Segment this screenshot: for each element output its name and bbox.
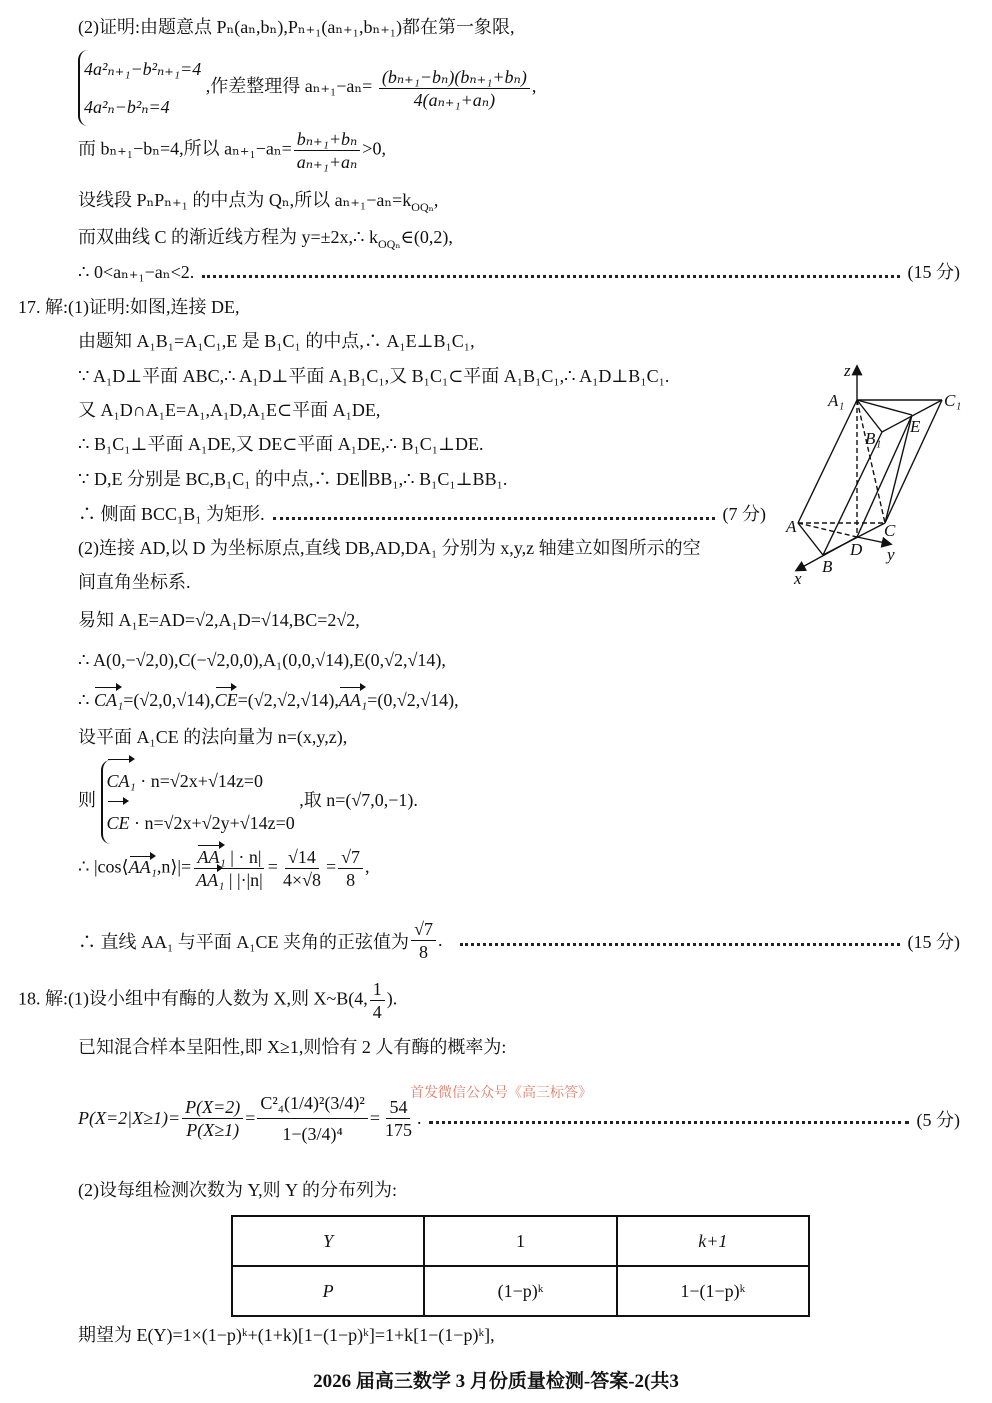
fraction — [382, 1096, 415, 1141]
text: =(0,√2,√14), — [367, 690, 459, 710]
numerator: 54 — [386, 1096, 410, 1119]
edge — [798, 523, 823, 555]
numerator: √7 — [338, 846, 363, 869]
label-x: x — [794, 569, 802, 588]
vector-aa1: AA₁ — [196, 870, 225, 890]
score: (7 分) — [722, 504, 766, 524]
table-cell: k+1 — [617, 1216, 809, 1266]
vector-ca1: CA₁ — [107, 760, 136, 802]
denominator: 8 — [419, 942, 428, 962]
q17-line-11: ∴ A(0,−√2,0),C(−√2,0,0),A₁(0,0,√14),E(0,√2,√14), — [78, 650, 446, 670]
fraction — [294, 128, 361, 173]
q17-line-16 — [78, 918, 960, 963]
text: , — [365, 856, 370, 877]
q17-line-12 — [78, 688, 459, 712]
fraction — [338, 846, 363, 891]
table-row — [232, 1266, 809, 1316]
label-a1: A₁ — [828, 391, 845, 410]
dot-leader — [273, 517, 715, 520]
text: · n=√2x+√14z=0 — [140, 771, 263, 791]
table-cell: 1 — [424, 1216, 616, 1266]
table-row — [232, 1216, 809, 1266]
text: =(√2,√2,√14), — [237, 690, 339, 710]
denominator: 4×√8 — [282, 870, 321, 890]
denominator: aₙ₊₁+aₙ — [296, 152, 358, 172]
text: 18. 解:(1)设小组中有酶的人数为 X,则 X~B(4, — [18, 988, 368, 1009]
label-y: y — [887, 545, 895, 564]
fraction — [370, 978, 385, 1023]
distribution-table — [231, 1215, 810, 1317]
q17-line-5: ∴ B₁C₁⊥平面 A₁DE,又 DE⊂平面 A₁DE,∴ B₁C₁⊥DE. — [78, 434, 484, 454]
text: , — [433, 190, 439, 210]
text: . — [437, 930, 443, 950]
text: 而双曲线 C 的渐近线方程为 y=±2x,∴ k — [78, 227, 378, 247]
q18-line-1 — [18, 978, 397, 1023]
system-eq-2 — [107, 802, 295, 844]
q18-line-2: 已知混合样本呈阳性,即 X≥1,则恰有 2 人有酶的概率为: — [78, 1037, 507, 1057]
q16-line-6 — [78, 260, 960, 284]
edge — [857, 400, 912, 415]
q17-line-3: ∵ A₁D⊥平面 ABC,∴ A₁D⊥平面 A₁B₁C₁,又 B₁C₁⊂平面 A₁B₁C₁,∴ A₁D⊥B₁C₁. — [78, 366, 670, 386]
q16-line-3 — [78, 128, 386, 173]
score: (15 分) — [907, 931, 960, 952]
text: 设线段 PₙPₙ₊₁ 的中点为 Qₙ,所以 aₙ₊₁−aₙ=k — [78, 190, 412, 210]
equation-system — [78, 50, 201, 126]
dot-leader — [429, 1121, 908, 1124]
text: | · n| — [230, 847, 262, 867]
vector-ca1: CA₁ — [93, 690, 124, 710]
label-z: z — [844, 361, 851, 380]
label-c: C — [884, 521, 896, 540]
dot-leader — [202, 275, 899, 278]
vector-aa1: AA₁ — [128, 856, 157, 877]
q17-line-7 — [78, 502, 766, 526]
equation-system — [101, 760, 295, 844]
label-a: A — [786, 517, 797, 536]
text: | |·|n| — [228, 870, 263, 890]
table-cell: P — [232, 1266, 424, 1316]
vector-aa1: AA₁ — [197, 847, 226, 867]
text: ,作差整理得 aₙ₊₁−aₙ= — [205, 76, 373, 97]
denominator: 1−(3/4)⁴ — [282, 1124, 343, 1144]
fraction — [182, 1096, 243, 1141]
denominator: 4(aₙ₊₁+aₙ) — [413, 89, 496, 110]
q16-line-2 — [78, 50, 536, 126]
q16-line-5 — [78, 225, 453, 256]
q16-line-4 — [78, 188, 438, 219]
edge — [885, 415, 912, 523]
q17-line-15: ∴ |cos⟨AA₁,n⟩|= $\frac{\text{AA₁ | · n|}}{\text{AA₁ | |·|n|}}$ = $\frac{√14}{4\times√8}$ = $\frac{√7}{8}$ , — [78, 847, 370, 890]
q18-line-5: 期望为 E(Y)=1×(1−p)ᵏ+(1+k)[1−(1−p)ᵏ]=1+k[1−(1−p)ᵏ], — [78, 1325, 495, 1345]
system-eq-1 — [107, 760, 295, 802]
denominator: 4 — [372, 1002, 382, 1022]
q17-line-6: ∵ D,E 分别是 BC,B₁C₁ 的中点,∴ DE∥BB₁,∴ B₁C₁⊥BB₁. — [78, 469, 508, 489]
table-cell: Y — [232, 1216, 424, 1266]
text: , — [531, 76, 537, 97]
fraction — [379, 66, 530, 111]
denominator: 8 — [346, 870, 356, 890]
q18-line-4: (2)设每组检测次数为 Y,则 Y 的分布列为: — [78, 1180, 397, 1200]
text: . — [416, 1108, 422, 1128]
text: 而 bₙ₊₁−bₙ=4,所以 aₙ₊₁−aₙ= — [78, 138, 292, 159]
score: (5 分) — [916, 1109, 960, 1130]
text: ∴ |cos⟨ — [78, 856, 129, 877]
text: · n=√2x+√2y+√14z=0 — [134, 813, 295, 833]
text: ∴ — [78, 690, 94, 710]
q17-line-1: 17. 解:(1)证明:如图,连接 DE, — [18, 297, 240, 317]
denominator: P(X≥1) — [186, 1120, 240, 1140]
text: 则 — [78, 790, 96, 811]
fraction — [193, 846, 266, 891]
system-eq-1: 4a²ₙ₊₁−b²ₙ₊₁=4 — [84, 59, 202, 79]
q18-line-3: P(X=2|X≥1)= $\frac{P(X=2)}{P(X\ge 1)}$ = $\frac{\text{C²₄(1/4)²(3/4)²}}{\text{1−(3/4)⁴}}$ = $\frac{54}{175}$ . (5 分) — [78, 1088, 960, 1149]
fraction — [257, 1088, 367, 1149]
numerator: √14 — [285, 846, 319, 869]
q17-line-9: 间直角坐标系. — [78, 572, 191, 592]
system-eq-2: 4a²ₙ−b²ₙ=4 — [84, 97, 170, 117]
text: ,n⟩|= — [156, 856, 192, 877]
q17-line-10: 易知 A₁E=AD=√2,A₁D=√14,BC=2√2, — [78, 610, 360, 630]
subscript: OQₙ — [378, 237, 401, 251]
text: >0, — [362, 138, 386, 159]
text: ∴ 侧面 BCC₁B₁ 为矩形. — [78, 504, 265, 524]
q17-line-4: 又 A₁D∩A₁E=A₁,A₁D,A₁E⊂平面 A₁DE, — [78, 400, 381, 420]
denominator — [193, 869, 266, 891]
table-cell: (1−p)ᵏ — [424, 1266, 616, 1316]
table-cell: 1−(1−p)ᵏ — [617, 1266, 809, 1316]
score: (15 分) — [907, 262, 960, 282]
fraction — [411, 918, 436, 963]
text: P(X=2|X≥1)= — [78, 1108, 181, 1128]
numerator: (bₙ₊₁−bₙ)(bₙ₊₁+bₙ) — [379, 66, 530, 89]
text: ∈(0,2), — [400, 227, 453, 247]
q17-line-8: (2)连接 AD,以 D 为坐标原点,直线 DB,AD,DA₁ 分别为 x,y,z 轴建立如图所示的空 — [78, 538, 701, 558]
dot-leader — [460, 943, 899, 946]
edge — [798, 400, 857, 523]
text: ,取 n=(√7,0,−1). — [299, 790, 418, 811]
text: =(√2,0,√14), — [123, 690, 215, 710]
numerator: P(X=2) — [182, 1096, 243, 1119]
subscript: OQₙ — [411, 200, 434, 214]
text: ). — [386, 988, 398, 1009]
denominator: 175 — [384, 1120, 412, 1140]
label-d: D — [850, 540, 863, 559]
text: ∴ 0<aₙ₊₁−aₙ<2. — [78, 262, 195, 282]
label-c1: C₁ — [944, 391, 962, 410]
vector-ce: CE — [107, 802, 130, 844]
text: ∴ 直线 AA₁ 与平面 A₁CE 夹角的正弦值为 — [78, 931, 410, 952]
vector-aa1: AA₁ — [338, 690, 368, 710]
numerator: C²₄(1/4)²(3/4)² — [257, 1088, 367, 1119]
q17-line-13: 设平面 A₁CE 的法向量为 n=(x,y,z), — [78, 727, 348, 747]
page-footer: 2026 届高三数学 3 月份质量检测-答案-2(共3 — [313, 1371, 679, 1392]
q17-line-2: 由题知 A₁B₁=A₁C₁,E 是 B₁C₁ 的中点,∴ A₁E⊥B₁C₁, — [78, 331, 475, 351]
label-b1: B₁ — [865, 429, 882, 448]
label-e: E — [910, 417, 921, 436]
watermark: 首发微信公众号《高三标答》 — [410, 1086, 592, 1101]
q16-line-1: (2)证明:由题意点 Pₙ(aₙ,bₙ),Pₙ₊₁(aₙ₊₁,bₙ₊₁)都在第一象限, — [78, 17, 515, 37]
vector-ce: CE — [214, 690, 238, 710]
label-b: B — [822, 557, 833, 576]
q17-line-14 — [78, 760, 418, 844]
prism-figure — [760, 360, 992, 590]
numerator: 1 — [370, 978, 385, 1001]
numerator: √7 — [411, 918, 436, 941]
fraction — [280, 846, 324, 891]
numerator — [194, 846, 264, 869]
numerator: bₙ₊₁+bₙ — [294, 128, 361, 151]
